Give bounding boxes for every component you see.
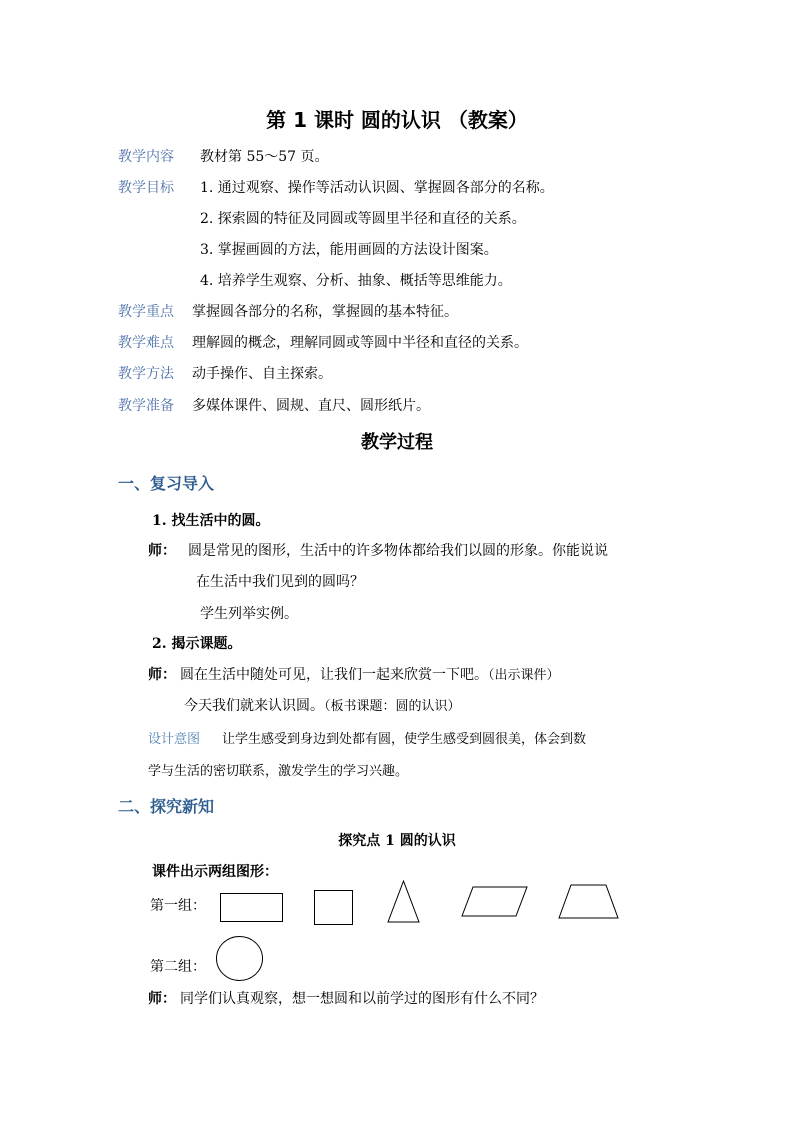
- preparation-text: 多媒体课件、圆规、直尺、圆形纸片。: [192, 398, 430, 414]
- teacher-text-1a: 圆是常见的图形，生活中的许多物体都给我们以圆的形象。你能说说: [188, 543, 608, 559]
- square-icon: [314, 890, 354, 926]
- rectangle-icon: [220, 893, 284, 923]
- content-label: 教学内容: [118, 149, 174, 165]
- section2-heading: 二、探究新知: [118, 797, 215, 816]
- teacher-label-2: 师：: [148, 667, 176, 683]
- student-text: 学生列举实例。: [200, 606, 298, 622]
- key-point-label: 教学重点: [118, 304, 174, 320]
- section1-step1: 1. 找生活中的圆。: [152, 513, 270, 529]
- design-intent-line2: 学与生活的密切联系，激发学生的学习兴趣。: [148, 764, 409, 779]
- section1-heading: 一、复习导入: [118, 474, 215, 493]
- design-intent-label: 设计意图: [148, 732, 201, 747]
- content-text: 教材第 55～57 页。: [200, 149, 329, 165]
- goal-item-2: 2. 探索圆的特征及同圆或等圆里半径和直径的关系。: [200, 211, 526, 227]
- teacher-label-3: 师：: [148, 991, 176, 1007]
- today-text-main: 今天我们就来认识圆。: [184, 698, 324, 714]
- key-point-text: 掌握圆各部分的名称，掌握圆的基本特征。: [192, 304, 458, 320]
- process-title: 教学过程: [361, 432, 433, 453]
- goal-item-3: 3. 掌握画圆的方法，能用画圆的方法设计图案。: [200, 242, 498, 258]
- design-intent-line1: 让学生感受到身边到处都有圆，使学生感受到圆很美，体会到数: [222, 732, 587, 747]
- difficulty-label: 教学难点: [118, 335, 174, 351]
- goal-item-4: 4. 培养学生观察、分析、抽象、概括等思维能力。: [200, 273, 512, 289]
- teacher-text-1b: 在生活中我们见到的圆吗？: [196, 574, 364, 590]
- group2-label: 第二组：: [150, 959, 206, 975]
- teacher-label-1: 师：: [148, 543, 176, 559]
- method-text: 动手操作、自主探索。: [192, 366, 332, 382]
- teacher-text-3: 同学们认真观察，想一想圆和以前学过的图形有什么不同？: [180, 991, 544, 1007]
- circle-icon: [215, 935, 265, 983]
- goal-item-1: 1. 通过观察、操作等活动认识圆、掌握圆各部分的名称。: [200, 180, 554, 196]
- today-text: [184, 695, 461, 715]
- trapezoid-icon: [558, 884, 620, 920]
- teacher-text-2-note: （出示课件）: [488, 668, 560, 683]
- group1-label: 第一组：: [150, 898, 206, 914]
- teacher-text-2: [180, 664, 560, 684]
- page-title: 第 1 课时 圆的认识 （教案）: [266, 108, 528, 132]
- preparation-label: 教学准备: [118, 398, 174, 414]
- goals-label: 教学目标: [118, 180, 174, 196]
- difficulty-text: 理解圆的概念，理解同圆或等圆中半径和直径的关系。: [192, 335, 528, 351]
- parallelogram-icon: [461, 886, 529, 918]
- triangle-icon: [387, 880, 421, 924]
- explore-title: 探究点 1 圆的认识: [338, 833, 456, 849]
- method-label: 教学方法: [118, 366, 174, 382]
- section1-step2: 2. 揭示课题。: [152, 636, 242, 652]
- today-note: （板书课题：圆的认识）: [324, 699, 461, 714]
- teacher-text-2-main: 圆在生活中随处可见，让我们一起来欣赏一下吧。: [180, 667, 488, 683]
- courseware-text: 课件出示两组图形：: [152, 864, 278, 880]
